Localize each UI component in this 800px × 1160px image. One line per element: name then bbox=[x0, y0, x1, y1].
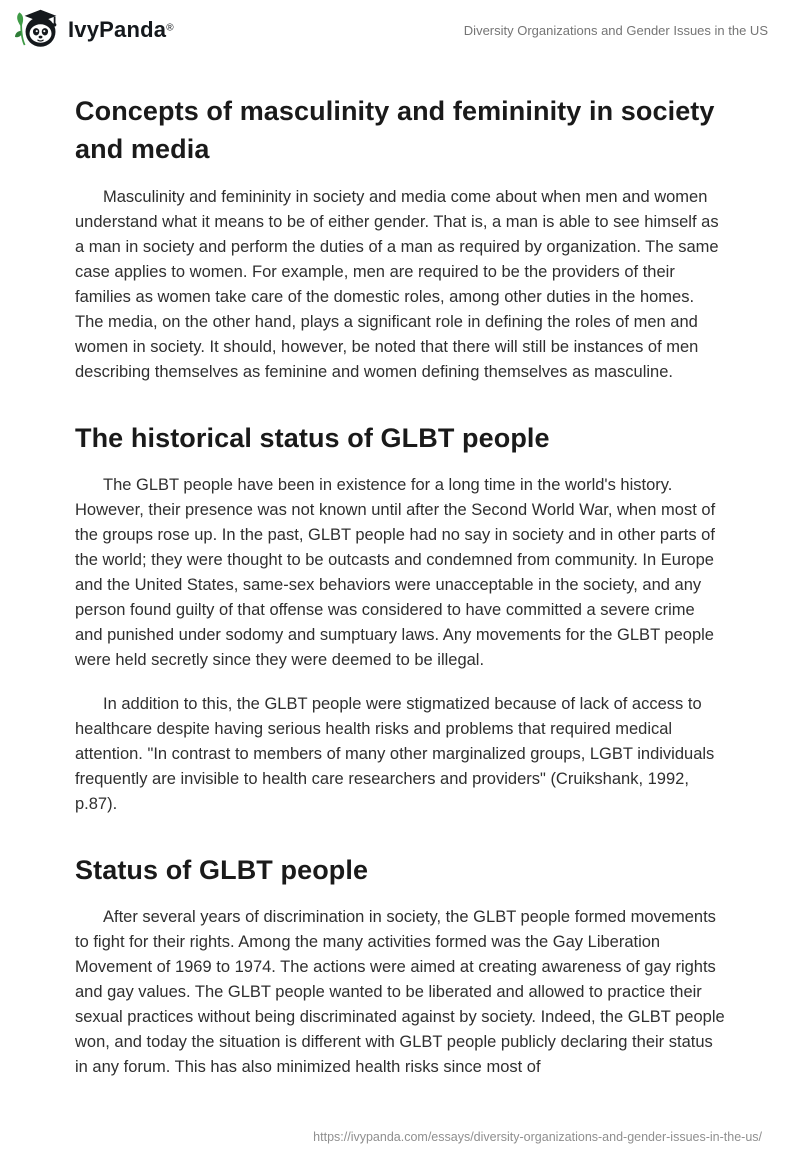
brand-name bbox=[68, 17, 174, 43]
document-title: Diversity Organizations and Gender Issues in the US bbox=[463, 22, 768, 38]
paragraph: In addition to this, the GLBT people were stigmatized because of lack of access to healthcare despite having serious health risks and problems that required medical attention. "In contrast to members of many other marginalized groups, LGBT individuals frequently are invisible to health care researchers and providers" (Cruikshank, 1992, p.87). bbox=[75, 694, 715, 813]
brand-name-text: IvyPanda bbox=[68, 17, 167, 42]
paragraph: The GLBT people have been in existence for a long time in the world's history. However, their presence was not known until after the Second World War, when most of the groups rose up. In the past, GLBT people had no say in society and in other parts of the world; they were thought to be outcasts and condemned from community. In Europe and the United States, same-sex behaviors were unacceptable in the society, and any person found guilty of that offense was considered to have committed a severe crime and punished under sodomy and sumptuary laws. Any movements for the GLBT people were held secretly since they were deemed to be illegal. bbox=[75, 475, 716, 669]
paragraph: Masculinity and femininity in society and media come about when men and women understand what it means to be of either gender. That is, a man is able to see himself as a man in society and perform the duties of a man as required by organization. The same case applies to women. For example, men are required to be the providers of their families as women take care of the domestic roles, among other duties in the homes. The media, on the other hand, plays a significant role in defining the roles of men and women in society. It should, however, be noted that there will still be instances of men describing themselves as feminine and women defining themselves as masculine. bbox=[75, 187, 719, 381]
page-header bbox=[0, 0, 800, 52]
footer-url[interactable]: https://ivypanda.com/essays/diversity-organizations-and-gender-issues-in-the-us/ bbox=[313, 1130, 762, 1144]
section-heading-status-glbt: Status of GLBT people bbox=[75, 854, 369, 885]
section-heading-masculinity-femininity: Concepts of masculinity and femininity in society and media bbox=[75, 96, 715, 165]
section-heading-historical-status: The historical status of GLBT people bbox=[75, 422, 550, 453]
brand bbox=[14, 8, 174, 52]
paragraph: After several years of discrimination in society, the GLBT people formed movements to fight for their rights. Among the many activities formed was the Gay Liberation Movement of 1969 to 1974. The actions were aimed at creating awareness of gay rights and gay values. The GLBT people wanted to be liberated and allowed to practice their sexual practices without being discriminated against by society. Indeed, the GLBT people won, and today the situation is different with GLBT people publicly declaring their status in any forum. This has also minimized health risks since most of bbox=[75, 908, 725, 1077]
ivypanda-logo-icon bbox=[14, 8, 60, 52]
essay-content bbox=[0, 52, 800, 1080]
trademark-symbol: ® bbox=[166, 22, 174, 34]
